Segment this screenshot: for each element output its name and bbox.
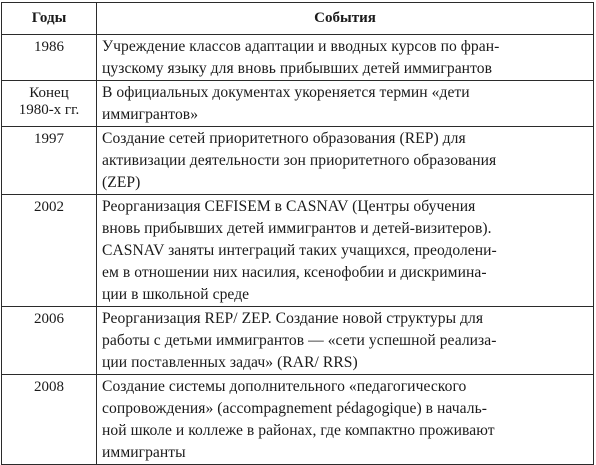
- event-line: CASNAV заняты интеграций таких учащихся, преодолени-: [102, 242, 497, 259]
- year-text: 2008: [34, 379, 64, 395]
- event-cell: [97, 195, 594, 307]
- year-cell: [2, 35, 97, 81]
- header-row: [2, 3, 594, 35]
- year-cell: [2, 307, 97, 375]
- year-text: 1980-х гг.: [18, 102, 80, 118]
- year-text: 2006: [34, 311, 64, 327]
- year-text: 2002: [34, 199, 64, 215]
- event-line: (ZEP): [102, 174, 141, 191]
- table-row: [2, 127, 594, 195]
- table-row: [2, 81, 594, 127]
- event-cell: [97, 127, 594, 195]
- event-cell: [97, 375, 594, 465]
- table-row: [2, 307, 594, 375]
- event-line: Реорганизация REP/ ZEP. Создание новой структуры для: [102, 310, 484, 327]
- event-line: сопровождения» (accompagnement pédagogique) в началь-: [102, 400, 488, 417]
- event-line: ем в отношении них насилия, ксенофобии и дискримина-: [102, 264, 487, 281]
- year-text: 1986: [34, 39, 64, 55]
- events-table: [1, 2, 594, 465]
- event-line: активизации деятельности зон приоритетного образования: [102, 152, 497, 169]
- event-cell: [97, 307, 594, 375]
- event-line: иммигранты: [102, 444, 186, 461]
- header-events: События: [97, 3, 594, 35]
- event-cell: [97, 81, 594, 127]
- event-line: ции в школьной среде: [102, 286, 250, 303]
- event-line: вновь прибывших детей иммигрантов и детей-визитеров).: [102, 220, 492, 237]
- year-text: 1997: [34, 131, 64, 147]
- event-line: иммигрантов»: [102, 106, 199, 123]
- event-line: ции поставленных задач» (RAR/ RRS): [102, 354, 358, 371]
- table-row: [2, 35, 594, 81]
- event-line: Создание системы дополнительного «педагогического: [102, 378, 467, 395]
- event-cell: [97, 35, 594, 81]
- event-line: Учреждение классов адаптации и вводных курсов по фран-: [102, 38, 500, 55]
- event-line: В официальных документах укореняется термин «дети: [102, 84, 470, 101]
- year-cell: [2, 195, 97, 307]
- table-row: [2, 375, 594, 465]
- event-line: Создание сетей приоритетного образования (REP) для: [102, 130, 466, 147]
- event-line: работы с детьми иммигрантов — «сети успешной реализа-: [102, 332, 497, 349]
- event-line: цузскому языку для вновь прибывших детей иммигрантов: [102, 60, 492, 77]
- year-cell: [2, 375, 97, 465]
- year-text: Конец: [29, 85, 69, 101]
- year-cell: [2, 127, 97, 195]
- table-row: [2, 195, 594, 307]
- year-cell: [2, 81, 97, 127]
- event-line: Реорганизация CEFISEM в CASNAV (Центры обучения: [102, 198, 476, 215]
- header-years: Годы: [2, 3, 97, 35]
- event-line: ной школе и коллеже в районах, где компактно проживают: [102, 422, 495, 439]
